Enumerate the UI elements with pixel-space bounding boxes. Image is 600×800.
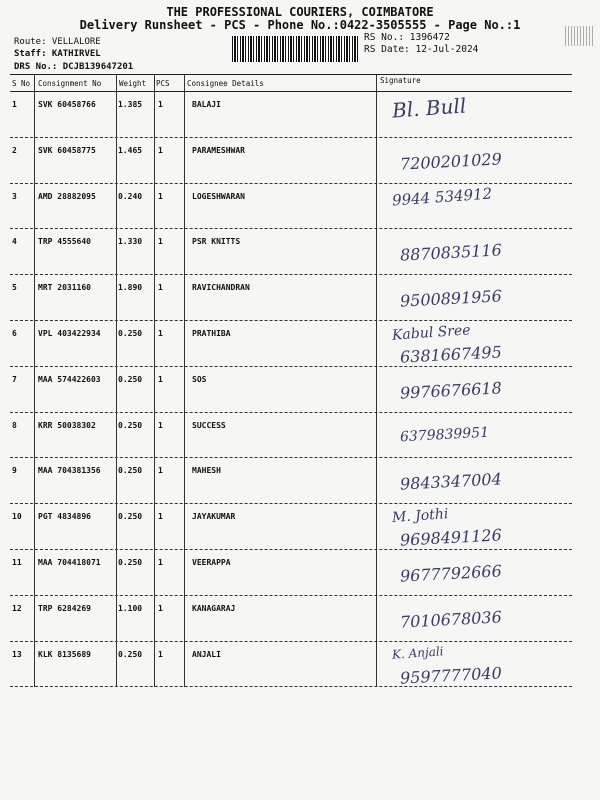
row-weight: 1.100 [118, 603, 143, 613]
row-consignee: VEERAPPA [192, 558, 231, 567]
col-divider [34, 321, 35, 367]
col-divider [184, 596, 185, 642]
row-weight: 0.250 [118, 420, 143, 430]
row-separator [10, 228, 572, 229]
row-weight: 0.250 [118, 558, 143, 567]
row-weight: 0.250 [118, 512, 143, 522]
drs-number: DRS No.: DCJB139647201 [14, 62, 134, 72]
row-sno: 11 [12, 558, 22, 567]
col-divider [154, 321, 155, 367]
col-divider [154, 642, 155, 688]
col-divider [184, 75, 185, 91]
handwritten-phone: 7010678036 [399, 607, 503, 632]
col-divider [116, 504, 117, 550]
row-sno: 1 [12, 100, 17, 109]
col-divider [184, 229, 185, 275]
row-consignee: KANAGARAJ [192, 603, 236, 613]
row-pcs: 1 [158, 649, 163, 659]
col-divider [376, 642, 377, 688]
col-header-signature: Signature [380, 76, 421, 85]
col-divider [34, 458, 35, 504]
handwritten-phone: 6381667495 [399, 342, 503, 367]
row-consignment-no: SVK 60458775 [38, 145, 96, 155]
col-divider [116, 458, 117, 504]
row-sno: 13 [12, 649, 22, 659]
col-divider [376, 275, 377, 321]
col-divider [376, 596, 377, 642]
handwritten-signature: Kabul Sree [391, 322, 472, 344]
row-consignee: MAHESH [192, 466, 221, 476]
header-bottom-border [10, 91, 572, 92]
col-divider [34, 596, 35, 642]
row-pcs: 1 [158, 512, 163, 522]
row-consignment-no: KRR 50038302 [38, 420, 96, 430]
col-divider [184, 642, 185, 688]
row-consignment-no: MAA 574422603 [38, 374, 101, 384]
col-header-consignee: Consignee Details [187, 79, 264, 88]
row-separator [10, 686, 572, 687]
row-consignee: SUCCESS [192, 420, 226, 430]
col-divider [184, 550, 185, 596]
col-divider [184, 367, 185, 413]
row-weight: 0.240 [118, 191, 143, 201]
row-consignee: RAVICHANDRAN [192, 283, 250, 293]
row-sno: 8 [12, 420, 17, 430]
handwritten-signature: Bl. Bull [391, 93, 467, 123]
col-header-pcs: PCS [156, 79, 170, 88]
row-weight: 0.250 [118, 466, 143, 476]
col-divider [376, 458, 377, 504]
col-divider [184, 458, 185, 504]
row-separator [10, 320, 572, 321]
col-divider [154, 184, 155, 230]
col-divider [154, 229, 155, 275]
row-separator [10, 412, 572, 413]
row-consignee: LOGESHWARAN [192, 191, 245, 201]
row-separator [10, 137, 572, 138]
handwritten-phone: 9698491126 [399, 525, 503, 550]
col-divider [184, 275, 185, 321]
row-separator [10, 595, 572, 596]
col-divider [34, 138, 35, 184]
staff-label: Staff: KATHIRVEL [14, 49, 101, 59]
col-divider [34, 184, 35, 230]
row-consignee: ANJALI [192, 649, 221, 659]
row-separator [10, 366, 572, 367]
col-divider [116, 321, 117, 367]
col-divider [154, 458, 155, 504]
col-divider [376, 413, 377, 459]
col-header-weight: Weight [119, 79, 147, 88]
col-divider [154, 504, 155, 550]
row-sno: 7 [12, 374, 17, 384]
handwritten-phone: 9677792666 [399, 561, 503, 586]
col-divider [154, 75, 155, 91]
row-consignee: PRATHIBA [192, 329, 231, 338]
row-sno: 6 [12, 329, 17, 338]
col-divider [376, 75, 377, 91]
handwritten-phone: 9843347004 [399, 469, 503, 495]
col-divider [34, 413, 35, 459]
col-divider [116, 550, 117, 596]
row-consignee: PARAMESHWAR [192, 145, 245, 155]
row-consignment-no: VPL 403422934 [38, 329, 101, 338]
col-divider [154, 413, 155, 459]
col-divider [376, 504, 377, 550]
row-consignment-no: PGT 4834896 [38, 512, 91, 522]
col-divider [376, 321, 377, 367]
col-divider [376, 138, 377, 184]
col-divider [116, 367, 117, 413]
handwritten-phone: 7200201029 [399, 149, 503, 174]
handwritten-phone: 8870835116 [399, 240, 503, 266]
report-subtitle: Delivery Runsheet - PCS - Phone No.:0422-3505555 - Page No.:1 [79, 18, 521, 32]
col-header-sno: S No [12, 79, 31, 88]
col-divider [34, 75, 35, 91]
row-consignment-no: AMD 28882095 [38, 191, 96, 201]
handwritten-signature: M. Jothi [391, 506, 449, 527]
col-divider [154, 275, 155, 321]
row-pcs: 1 [158, 329, 163, 338]
row-weight: 0.250 [118, 649, 143, 659]
col-divider [34, 504, 35, 550]
row-weight: 1.330 [118, 237, 143, 247]
handwritten-phone: 6379839951 [399, 424, 490, 445]
row-sno: 12 [12, 603, 22, 613]
row-consignment-no: MAA 704381356 [38, 466, 101, 476]
col-divider [184, 184, 185, 230]
col-divider [184, 413, 185, 459]
row-sno: 9 [12, 466, 17, 476]
col-divider [116, 138, 117, 184]
handwritten-signature: 9944 534912 [391, 184, 493, 210]
row-consignment-no: MRT 2031160 [38, 283, 91, 293]
row-pcs: 1 [158, 191, 163, 201]
col-divider [116, 184, 117, 230]
row-separator [10, 457, 572, 458]
col-divider [116, 92, 117, 138]
row-weight: 0.250 [118, 329, 143, 338]
row-pcs: 1 [158, 374, 163, 384]
row-consignee: SOS [192, 374, 207, 384]
row-pcs: 1 [158, 283, 163, 293]
col-divider [154, 92, 155, 138]
col-divider [154, 138, 155, 184]
col-divider [116, 642, 117, 688]
col-divider [116, 596, 117, 642]
col-divider [184, 321, 185, 367]
handwritten-phone: 9500891956 [399, 286, 503, 311]
row-sno: 5 [12, 283, 17, 293]
row-weight: 1.465 [118, 145, 143, 155]
col-divider [376, 550, 377, 596]
row-separator [10, 274, 572, 275]
row-consignment-no: TRP 4555640 [38, 237, 91, 247]
row-separator [10, 641, 572, 642]
col-divider [376, 229, 377, 275]
row-separator [10, 183, 572, 184]
row-pcs: 1 [158, 100, 163, 109]
handwritten-phone: 9976676618 [399, 378, 503, 403]
col-divider [34, 92, 35, 138]
col-divider [34, 275, 35, 321]
row-weight: 0.250 [118, 374, 143, 384]
handwritten-signature: K. Anjali [391, 643, 444, 662]
route-label: Route: VELLALORE [14, 37, 101, 47]
col-divider [154, 367, 155, 413]
col-divider [376, 184, 377, 230]
row-sno: 2 [12, 145, 17, 155]
table-top-border [10, 74, 572, 75]
row-pcs: 1 [158, 145, 163, 155]
row-consignee: JAYAKUMAR [192, 512, 236, 522]
col-divider [34, 642, 35, 688]
report-title: THE PROFESSIONAL COURIERS, COIMBATORE [166, 5, 434, 19]
col-divider [154, 550, 155, 596]
rs-date: RS Date: 12-Jul-2024 [364, 44, 479, 55]
col-divider [34, 367, 35, 413]
row-pcs: 1 [158, 558, 163, 567]
col-divider [184, 138, 185, 184]
col-divider [154, 596, 155, 642]
corner-barcode [565, 26, 595, 46]
col-divider [34, 229, 35, 275]
col-divider [116, 413, 117, 459]
row-consignee: PSR KNITTS [192, 237, 241, 247]
handwritten-phone: 9597777040 [399, 662, 503, 688]
col-divider [34, 550, 35, 596]
col-divider [376, 92, 377, 138]
rs-number: RS No.: 1396472 [364, 32, 450, 43]
col-divider [116, 229, 117, 275]
row-separator [10, 503, 572, 504]
row-pcs: 1 [158, 466, 163, 476]
col-header-consignment: Consignment No [38, 79, 102, 88]
col-divider [184, 92, 185, 138]
row-weight: 1.385 [118, 100, 143, 109]
col-divider [116, 75, 117, 91]
row-consignee: BALAJI [192, 100, 221, 109]
row-consignment-no: KLK 8135689 [38, 649, 91, 659]
col-divider [184, 504, 185, 550]
row-pcs: 1 [158, 603, 163, 613]
row-consignment-no: TRP 6284269 [38, 603, 91, 613]
row-weight: 1.890 [118, 283, 143, 293]
row-pcs: 1 [158, 237, 163, 247]
barcode [232, 36, 358, 62]
col-divider [116, 275, 117, 321]
row-sno: 3 [12, 191, 17, 201]
row-consignment-no: MAA 704418071 [38, 558, 101, 567]
row-separator [10, 549, 572, 550]
row-pcs: 1 [158, 420, 163, 430]
col-divider [376, 367, 377, 413]
row-sno: 10 [12, 512, 22, 522]
row-sno: 4 [12, 237, 17, 247]
row-consignment-no: SVK 60458766 [38, 100, 96, 109]
